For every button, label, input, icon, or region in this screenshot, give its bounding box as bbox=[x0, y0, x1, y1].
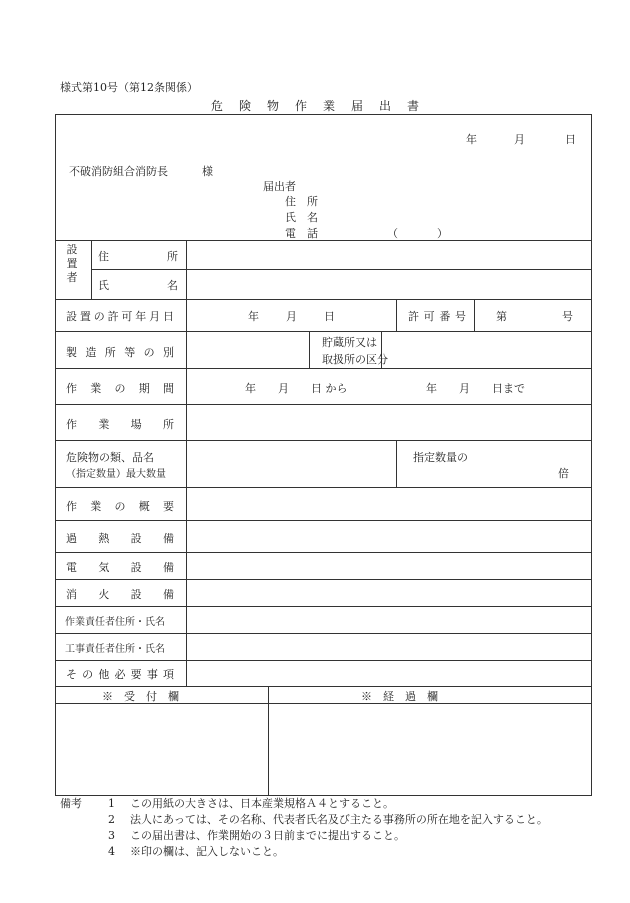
fire-equipment-label: 消火設備 bbox=[66, 588, 174, 601]
hazmat-label-2: （指定数量）最大数量 bbox=[66, 469, 166, 480]
applicant-address-label: 住 所 bbox=[285, 195, 318, 208]
date-month: 月 bbox=[514, 133, 525, 146]
addressee: 不破消防組合消防長 bbox=[69, 165, 168, 178]
permit-month: 月 bbox=[286, 310, 297, 323]
period-to: 年 月 日まで bbox=[426, 382, 525, 395]
permit-number-suffix: 号 bbox=[562, 310, 573, 323]
multiple-unit: 倍 bbox=[558, 467, 569, 480]
hazmat-label-1: 危険物の類、品名 bbox=[66, 451, 154, 464]
note-text: この用紙の大きさは、日本産業規格Ａ４とすること。 bbox=[130, 797, 394, 810]
installer-address-label: 住 所 bbox=[98, 250, 178, 263]
note-number: 2 bbox=[108, 813, 115, 826]
applicant-name-label: 氏 名 bbox=[285, 211, 318, 224]
permit-number-prefix: 第 bbox=[496, 310, 507, 323]
storage-class-label-2: 取扱所の区分 bbox=[322, 353, 388, 366]
construction-manager-label: 工事責任者住所・氏名 bbox=[65, 644, 165, 655]
permit-year: 年 bbox=[248, 310, 259, 323]
note-text: ※印の欄は、記入しないこと。 bbox=[130, 845, 284, 858]
date-day: 日 bbox=[565, 133, 576, 146]
applicant-label: 届出者 bbox=[263, 180, 296, 193]
work-manager-label: 作業責任者住所・氏名 bbox=[65, 617, 165, 628]
phone-paren-close: ） bbox=[437, 227, 448, 240]
other-matters-label: その他必要事項 bbox=[66, 668, 174, 681]
period-from: 年 月 日 から bbox=[245, 382, 348, 395]
notes-head: 備考 bbox=[60, 797, 82, 810]
note-number: 1 bbox=[108, 797, 115, 810]
progress-column-label: ※ 経 過 欄 bbox=[361, 690, 438, 703]
phone-paren-open: （ bbox=[387, 227, 398, 240]
note-text: 法人にあっては、その名称、代表者氏名及び主たる事務所の所在地を記入すること。 bbox=[130, 813, 548, 826]
note-number: 4 bbox=[108, 845, 115, 858]
installer-name-label: 氏 名 bbox=[98, 279, 178, 292]
notes bbox=[60, 796, 548, 860]
applicant-phone-label: 電 話 bbox=[285, 227, 318, 240]
page-title: 危険物作業届出書 bbox=[210, 99, 435, 113]
note-number: 3 bbox=[108, 829, 115, 842]
permit-date-label: 設置の許可年月日 bbox=[66, 310, 174, 323]
summary-label: 作業の概要 bbox=[66, 500, 174, 513]
heating-equipment-label: 過熱設備 bbox=[66, 532, 174, 545]
storage-class-label-1: 貯蔵所又は bbox=[322, 336, 377, 349]
form-frame bbox=[55, 114, 592, 796]
period-label: 作業の期間 bbox=[66, 382, 174, 395]
electrical-equipment-label: 電気設備 bbox=[66, 561, 174, 574]
permit-number-label: 許可番号 bbox=[408, 310, 466, 323]
permit-day: 日 bbox=[324, 310, 335, 323]
multiple-label: 指定数量の bbox=[413, 451, 468, 464]
note-text: この届出書は、作業開始の３日前までに提出すること。 bbox=[130, 829, 405, 842]
facility-type-label: 製造所等の別 bbox=[66, 346, 174, 359]
addressee-honorific: 様 bbox=[202, 165, 213, 178]
installer-group-label: 設置者 bbox=[66, 243, 78, 284]
date-year: 年 bbox=[466, 133, 477, 146]
reception-column-label: ※ 受 付 欄 bbox=[102, 690, 179, 703]
form-number: 様式第10号（第12条関係） bbox=[60, 81, 198, 94]
place-label: 作業場所 bbox=[66, 418, 174, 431]
